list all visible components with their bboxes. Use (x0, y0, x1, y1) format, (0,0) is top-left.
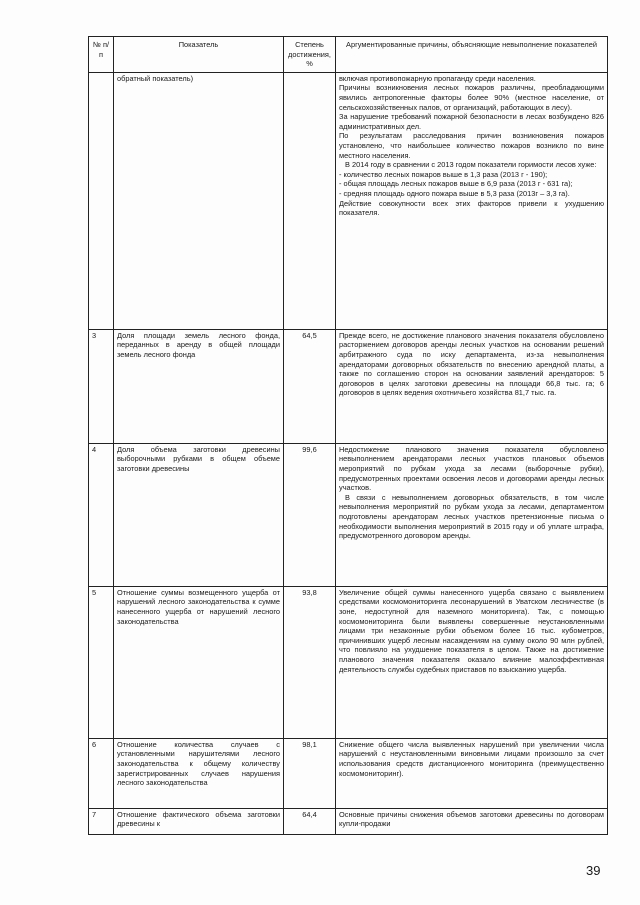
row-reasons (336, 443, 608, 586)
reason-paragraph: За нарушение требований пожарной безопасности в лесах возбуждено 826 административных дел. (339, 112, 604, 131)
row-achievement: 93,8 (284, 586, 336, 738)
column-header-reasons: Аргументированные причины, объясняющие невыполнение показателей (336, 37, 608, 73)
reason-paragraph: Увеличение общей суммы нанесенного ущерба связано с выявлением средствами космомониторинга лесонарушений в Уватском лесничестве (в зоне, недоступной для наземного мониторинга). Так, с помощью космомониторинга были выявлены совершенные неустановленными лицами три незаконные рубки объемом более 16 тыс. кубометров, причинивших ущерб лесным насаждениям на сумму около 90 млн рублей, что повлияло на ухудшение показателя в целом. Также на достижение планового значения показателя оказало влияние малоэффективная деятельность службы судебных приставов по взысканию ущерба. (339, 587, 604, 674)
reason-paragraph: включая противопожарную пропаганду среди населения. (339, 73, 536, 83)
row-indicator: Доля площади земель лесного фонда, переданных в аренду в общей площади земель лесного фонда (114, 329, 284, 443)
reason-paragraph: Причины возникновения лесных пожаров различны, преобладающими явились антропогенные факторы более 90% (местное население, от сельскохозяйственных палов, от организаций, работающих в лесу). (339, 83, 604, 112)
reason-paragraph: Основные причины снижения объемов заготовки древесины по договорам купли-продажи (339, 809, 604, 829)
reason-paragraph: В связи с невыполнением договорных обязательств, в том числе невыполнения мероприятий по рубкам ухода за лесами, департаментом подготовлены арендаторам лесных участков претензионные письма о необходимости выполнения мероприятий в 2015 году и об уплате штрафа, предусмотренного договором аренды. (339, 492, 604, 541)
reason-paragraph: Снижение общего числа выявленных нарушений при увеличении числа нарушений с неустановленными виновными лицами произошло за счет использования средств дистанционного мониторинга (преимущественно космомониторинг). (339, 739, 604, 778)
row-indicator: обратный показатель) (114, 72, 284, 329)
column-header-achievement: Степень достижения, % (284, 37, 336, 73)
row-achievement: 98,1 (284, 738, 336, 808)
row-reasons (336, 329, 608, 443)
table-row (89, 586, 608, 738)
column-header-number: № п/п (89, 37, 114, 73)
row-number (89, 72, 114, 329)
column-header-indicator: Показатель (114, 37, 284, 73)
row-number: 3 (89, 329, 114, 443)
table-row (89, 443, 608, 586)
row-reasons (336, 808, 608, 834)
reason-paragraph: По результатам расследования причин возникновения пожаров установлено, что наибольшее количество пожаров возникло по вине местного населения. (339, 131, 604, 160)
table-row (89, 738, 608, 808)
reason-paragraph: Прежде всего, не достижение планового значения показателя обусловлено расторжением договоров аренды лесных участков на основании решений арбитражного суда по иску департамента, из-за невыполнения арендаторами договорных обязательств по внесению арендной платы, а также по соглашению сторон на основании заявлений арендаторов: 5 договоров в целях заготовки древесины на площади 66,8 тыс. га; 6 договоров в целях ведения охотничьего хозяйства 81,7 тыс. га. (339, 330, 604, 398)
row-achievement (284, 72, 336, 329)
row-achievement: 64,5 (284, 329, 336, 443)
row-indicator: Доля объема заготовки древесины выборочными рубками в общем объеме заготовки древесины (114, 443, 284, 586)
row-achievement: 99,6 (284, 443, 336, 586)
table-row (89, 329, 608, 443)
reason-paragraph: - количество лесных пожаров выше в 1,3 раза (2013 г - 190); (339, 169, 548, 179)
row-achievement: 64,4 (284, 808, 336, 834)
row-number: 5 (89, 586, 114, 738)
row-indicator: Отношение суммы возмещенного ущерба от нарушений лесного законодательства к сумме нанесенного ущерба от нарушений лесного законодательства (114, 586, 284, 738)
indicator-table (88, 36, 608, 835)
table-row (89, 808, 608, 834)
row-reasons (336, 72, 608, 329)
row-number: 4 (89, 443, 114, 586)
table-row (89, 72, 608, 329)
row-number: 6 (89, 738, 114, 808)
row-reasons (336, 586, 608, 738)
reason-paragraph: В 2014 году в сравнении с 2013 годом показатели горимости лесов хуже: (345, 160, 597, 170)
row-indicator: Отношение количества случаев с установленными нарушителями лесного законодательства к общему количеству зарегистрированных случаев нарушения лесного законодательства (114, 738, 284, 808)
reason-paragraph: - общая площадь лесных пожаров выше в 6,9 раза (2013 г - 631 га); (339, 179, 573, 189)
page-number: 39 (586, 863, 601, 878)
reason-paragraph: - средняя площадь одного пожара выше в 5,3 раза (2013г – 3,3 га). (339, 188, 570, 198)
reason-paragraph: Действие совокупности всех этих факторов привели к ухудшению показателя. (339, 198, 604, 218)
row-indicator: Отношение фактического объема заготовки древесины к (114, 808, 284, 834)
table-header-row (89, 37, 608, 73)
reason-paragraph: Недостижение планового значения показателя обусловлено невыполнением арендаторами лесных участков плановых объемов мероприятий по рубкам ухода за лесами (выборочные рубки), предусмотренных проектами освоения лесов и договорами аренды лесных участков. (339, 444, 604, 493)
row-number: 7 (89, 808, 114, 834)
row-reasons (336, 738, 608, 808)
